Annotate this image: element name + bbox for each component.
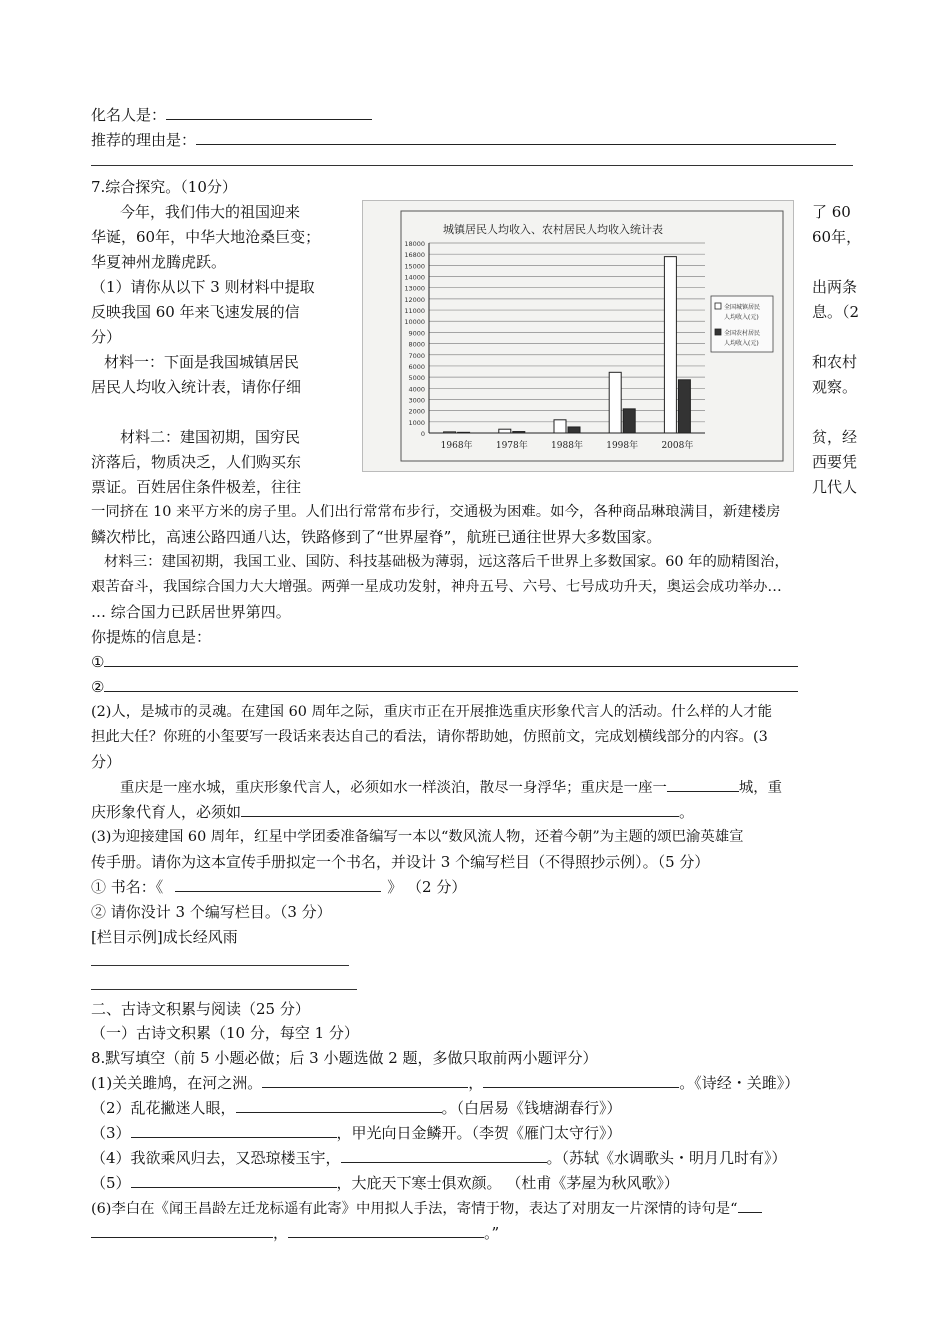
poem3-num: （3） bbox=[91, 1124, 131, 1142]
poem1-comma: ， bbox=[468, 1074, 484, 1092]
material1-l1: 材料一：下面是我国城镇居民 bbox=[104, 353, 300, 371]
poem5-blank[interactable] bbox=[131, 1172, 337, 1188]
y-tick-label: 7000 bbox=[408, 351, 425, 360]
material2-l3-r: 几代人 bbox=[812, 478, 858, 496]
poem1-blank-a[interactable] bbox=[262, 1072, 468, 1088]
q7-intro-l1: 今年，我们伟大的祖国迎来 bbox=[120, 203, 301, 221]
income-chart-svg bbox=[363, 201, 793, 471]
honoree-blank[interactable] bbox=[166, 104, 372, 120]
poem5-num: （5） bbox=[91, 1174, 131, 1192]
q7-p3-l1: (3)为迎接建国 60 周年，红星中学团委准备编写一本以“数风流人物，还着今朝”为主题的颂巴渝英雄宣 bbox=[91, 829, 744, 845]
bar-rural bbox=[458, 432, 470, 433]
legend-label-cont: 人均收入(元) bbox=[724, 314, 759, 321]
x-tick-label: 1978年 bbox=[495, 441, 528, 451]
material2-l1-r: 贫，经 bbox=[812, 428, 858, 446]
bar-urban bbox=[499, 429, 511, 433]
poem1-text: (1)关关雎鸠，在河之洲。 bbox=[91, 1074, 263, 1092]
material2-l3: 票证。百姓居住条件极差，往往 bbox=[91, 478, 302, 496]
poem6-blank-c[interactable] bbox=[288, 1222, 484, 1238]
spokesperson-text-a: 庆形象代育人，必须如 bbox=[91, 803, 242, 821]
material1-l1-r: 和农村 bbox=[812, 353, 858, 371]
income-chart bbox=[362, 200, 794, 472]
bar-urban bbox=[554, 420, 566, 433]
y-tick-label: 12000 bbox=[404, 295, 425, 304]
material3-l3: … 综合国力已跃居世界第四。 bbox=[91, 603, 291, 621]
column-blank-2[interactable] bbox=[91, 989, 357, 990]
poem4-blank[interactable] bbox=[341, 1147, 547, 1163]
bar-rural bbox=[513, 432, 525, 433]
x-tick-label: 1968年 bbox=[440, 441, 473, 451]
book-name-label: ① 书名：《 bbox=[91, 878, 164, 896]
poem3-source: ，甲光向日金鳞开。（李贺《雁门太守行》） bbox=[336, 1124, 622, 1142]
y-tick-label: 8000 bbox=[408, 340, 425, 349]
material3-l2: 艰苦奋斗，我国综合国力大大增强。两弹一星成功发射，神舟五号、六号、七号成功升天，奥运会成功举办… bbox=[91, 579, 782, 595]
y-tick-label: 11000 bbox=[404, 307, 425, 316]
material2-l2-r: 西要凭 bbox=[812, 453, 858, 471]
q7-intro-l1-r: 了 60 bbox=[812, 203, 851, 221]
chongqing-text-a: 重庆是一座水城，重庆形象代言人，必须如水一样淡泊，散尽一身浮华；重庆是一座一 bbox=[120, 780, 667, 796]
material3-l1: 材料三：建国初期，我国工业、国防、科技基础极为薄弱，远这落后千世界上多数国家。60 年的励精图治， bbox=[104, 554, 789, 570]
poem2-source: 。（白居易《钱塘湖春行》） bbox=[441, 1099, 622, 1117]
poem5-source: ，大庇天下寒士俱欢颜。 （杜甫《茅屋为秋风歌》） bbox=[336, 1174, 679, 1192]
material2-l2: 济落后，物质决乏，人们购买东 bbox=[91, 453, 302, 471]
material2-l4: 一同挤在 10 来平方米的房子里。人们出行常常布步行，交通极为困难。如今，各种商品琳琅满目，新建楼房 bbox=[91, 504, 781, 520]
city-type-blank[interactable] bbox=[667, 776, 739, 792]
y-tick-label: 2000 bbox=[408, 407, 425, 416]
poem4-source: 。（苏轼《水调歌头・明月几时有》） bbox=[546, 1149, 787, 1167]
bar-rural bbox=[623, 409, 635, 433]
bar-urban bbox=[609, 372, 621, 433]
reason-label: 推荐的理由是： bbox=[91, 131, 197, 149]
legend-label: 全国城镇居民 bbox=[724, 304, 761, 311]
poem6-blank-a[interactable] bbox=[738, 1197, 762, 1213]
y-tick-label: 13000 bbox=[404, 284, 425, 293]
poem1-source: 。《诗经・关雎》） bbox=[679, 1074, 800, 1092]
y-tick-label: 1000 bbox=[408, 418, 425, 427]
column-blank-1[interactable] bbox=[91, 965, 349, 966]
section2-title: 二、古诗文积累与阅读（25 分） bbox=[91, 1000, 310, 1018]
bar-urban bbox=[664, 257, 676, 433]
poem6-comma: ， bbox=[273, 1224, 289, 1242]
q7-p2-l2: 担此大任？你班的小玺要写一段话来表达自己的看法，请你帮助她，仿照前文，完成划横线部分的内容。(3 bbox=[91, 729, 768, 745]
material1-l2-r: 观察。 bbox=[812, 378, 858, 396]
y-tick-label: 6000 bbox=[408, 362, 425, 371]
x-tick-label: 1988年 bbox=[551, 441, 583, 451]
q7-p1-l1: （1）请你从以下 3 则材料中提取 bbox=[91, 278, 315, 296]
column-example: [栏目示例]成长经风雨 bbox=[91, 928, 238, 946]
x-tick-label: 2008年 bbox=[661, 441, 694, 451]
y-tick-label: 4000 bbox=[408, 385, 425, 394]
y-tick-label: 18000 bbox=[404, 240, 425, 248]
material2-l5: 鳞次栉比，高速公路四通八达，铁路修到了“世界屋脊”，航班已通往世界大多数国家。 bbox=[91, 528, 662, 546]
poem6-text: (6)李白在《闻王昌龄左迁龙标遥有此寄》中用拟人手法，寄情于物，表达了对朋友一片深情的诗句是“ bbox=[91, 1201, 738, 1217]
poem6-blank-b[interactable] bbox=[91, 1222, 273, 1238]
bar-rural bbox=[678, 380, 690, 433]
legend-label: 全国农村居民 bbox=[724, 330, 761, 337]
q7-p1-l3: 分） bbox=[91, 328, 122, 346]
y-tick-label: 14000 bbox=[404, 273, 425, 282]
q7-intro-l2-r: 60年， bbox=[812, 228, 862, 246]
legend-label-cont: 人均收入(元) bbox=[724, 340, 759, 347]
q7-p1-l1-r: 出两条 bbox=[812, 278, 858, 296]
poem3-blank[interactable] bbox=[131, 1122, 337, 1138]
y-tick-label: 16800 bbox=[404, 251, 425, 260]
answer-2-marker: ② bbox=[91, 678, 105, 696]
q7-p1-l2-r: 息。（2 bbox=[812, 303, 860, 321]
q7-intro-l3: 华夏神州龙腾虎跃。 bbox=[91, 253, 227, 271]
answer-2-blank[interactable] bbox=[104, 676, 798, 692]
material1-l2: 居民人均收入统计表，请你仔细 bbox=[91, 378, 302, 396]
poem6-end: 。” bbox=[484, 1224, 500, 1242]
extract-label: 你提炼的信息是： bbox=[91, 628, 212, 646]
book-name-blank[interactable] bbox=[175, 876, 381, 892]
spokesperson-text-b: 。 bbox=[679, 803, 695, 821]
y-tick-label: 9000 bbox=[408, 329, 425, 338]
answer-1-blank[interactable] bbox=[104, 651, 798, 667]
answer-1-marker: ① bbox=[91, 653, 105, 671]
poem2-text: （2）乱花撇迷人眼， bbox=[91, 1099, 236, 1117]
chongqing-text-b: 城，重 bbox=[738, 780, 783, 796]
poem4-text: （4）我欲乘风归去，又恐琼楼玉宇， bbox=[91, 1149, 341, 1167]
q7-p1-l2: 反映我国 60 年来飞速发展的信 bbox=[91, 303, 300, 321]
honoree-label: 化名人是： bbox=[91, 106, 167, 124]
q7-p2-l3: 分） bbox=[91, 753, 122, 771]
y-tick-label: 5000 bbox=[408, 374, 425, 383]
columns-instruction: ② 请你没计 3 个编写栏目。（3 分） bbox=[91, 903, 332, 921]
q8-instruction: 8.默写填空（前 5 小题必做；后 3 小题选做 2 题，多做只取前两小题评分） bbox=[91, 1049, 598, 1067]
q7-p3-l2: 传手册。请你为这本宣传手册拟定一个书名，并设计 3 个编写栏目（不得照抄示例）。（5 分） bbox=[91, 853, 710, 871]
y-tick-label: 3000 bbox=[408, 396, 425, 405]
y-tick-label: 10000 bbox=[404, 318, 425, 327]
reason-blank[interactable] bbox=[196, 129, 836, 145]
y-tick-label: 15000 bbox=[404, 262, 425, 271]
q7-title: 7.综合探究。（10分） bbox=[91, 178, 237, 196]
bar-urban bbox=[444, 432, 456, 433]
x-tick-label: 1998年 bbox=[606, 441, 639, 451]
book-name-points: 》 （2 分） bbox=[387, 878, 467, 896]
spokesperson-blank[interactable] bbox=[241, 801, 679, 817]
reason-line-2[interactable] bbox=[91, 165, 853, 166]
poem2-blank[interactable] bbox=[236, 1097, 442, 1113]
chart-title: 城镇居民人均收入、农村居民人均收入统计表 bbox=[443, 223, 663, 236]
material2-l1: 材料二：建国初期，国穷民 bbox=[120, 428, 301, 446]
q7-p2-l1: (2)人，是城市的灵魂。在建国 60 周年之际，重庆市正在开展推选重庆形象代言人的活动。什么样的人才能 bbox=[91, 704, 773, 720]
q7-intro-l2: 华诞，60年，中华大地沧桑巨变； bbox=[91, 228, 321, 246]
legend-swatch bbox=[715, 303, 721, 309]
y-tick-label: 0 bbox=[420, 430, 425, 438]
legend-swatch bbox=[715, 329, 721, 335]
bar-rural bbox=[568, 427, 580, 433]
section2-sub1: （一）古诗文积累（10 分，每空 1 分） bbox=[91, 1024, 359, 1042]
poem1-blank-b[interactable] bbox=[483, 1072, 679, 1088]
